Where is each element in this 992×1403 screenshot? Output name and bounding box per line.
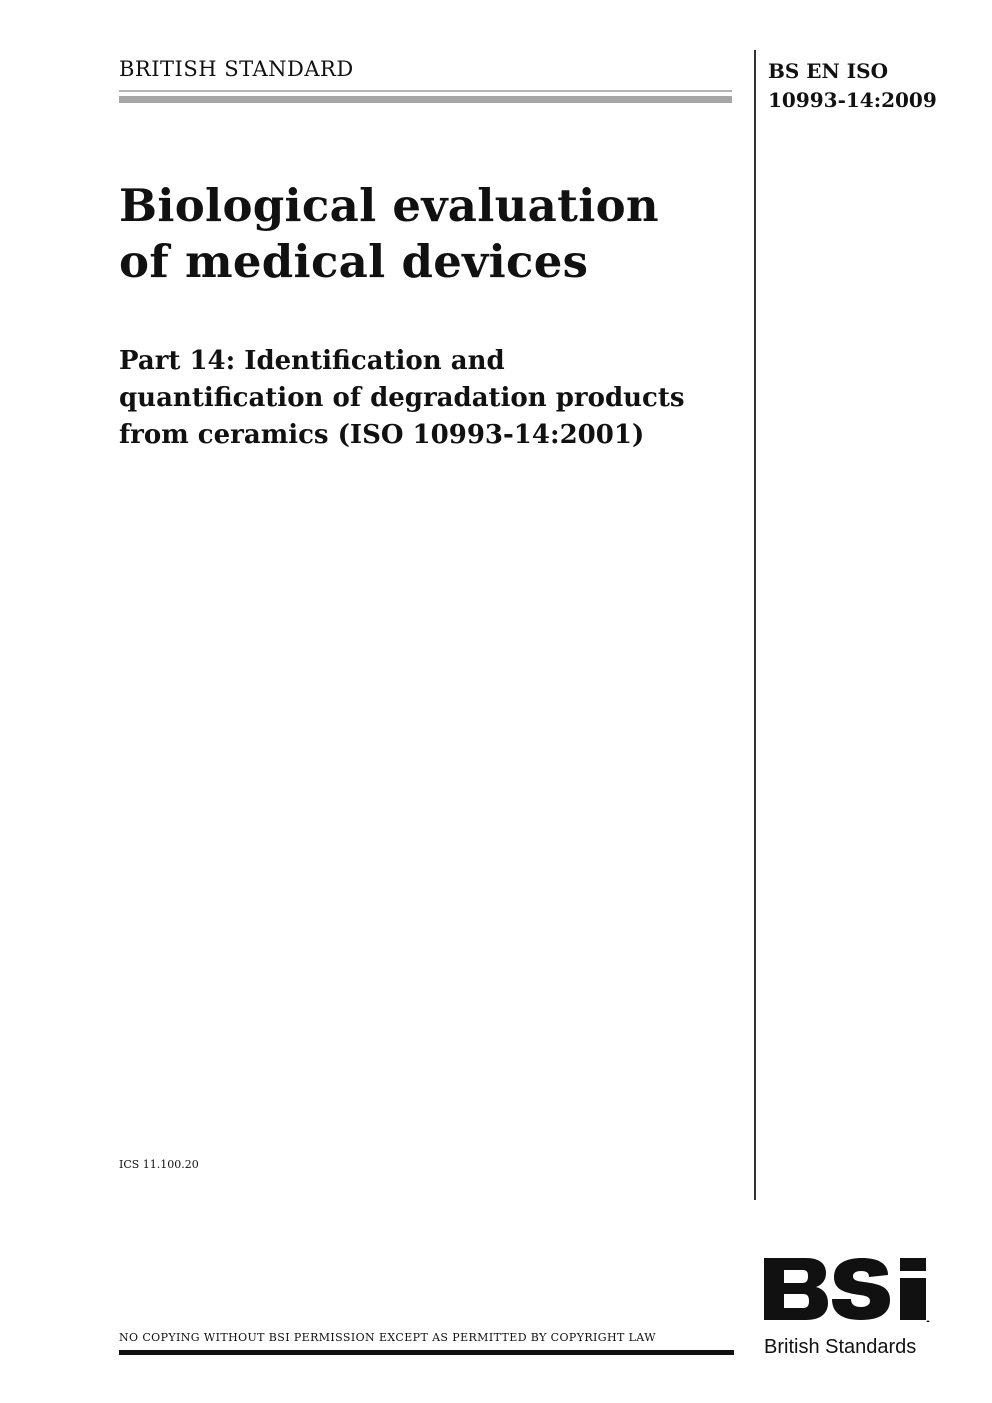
title-line-2: of medical devices xyxy=(119,235,589,288)
header-rule-thick xyxy=(119,96,732,103)
header-rule-thin xyxy=(119,90,732,92)
bsi-wordmark: British Standards xyxy=(764,1336,917,1358)
subtitle-line-3: from ceramics (ISO 10993-14:2001) xyxy=(119,420,645,450)
standard-number xyxy=(768,57,937,115)
subtitle-line-1: Part 14: Identification and xyxy=(119,346,505,376)
standard-number-line-2: 10993-14:2009 xyxy=(768,88,937,112)
bsi-logo-mark-icon xyxy=(762,1256,930,1322)
subtitle-line-2: quantification of degradation products xyxy=(119,383,685,413)
document-title xyxy=(119,178,739,290)
ics-code: ICS 11.100.20 xyxy=(119,1158,199,1171)
document-subtitle xyxy=(119,343,744,454)
bsi-logo xyxy=(762,1256,934,1362)
document-type-label: BRITISH STANDARD xyxy=(119,57,354,81)
copyright-notice: NO COPYING WITHOUT BSI PERMISSION EXCEPT AS PERMITTED BY COPYRIGHT LAW xyxy=(119,1331,656,1344)
column-divider xyxy=(754,50,756,1200)
footer-rule xyxy=(119,1350,734,1355)
standard-number-line-1: BS EN ISO xyxy=(768,59,889,83)
title-line-1: Biological evaluation xyxy=(119,179,659,232)
